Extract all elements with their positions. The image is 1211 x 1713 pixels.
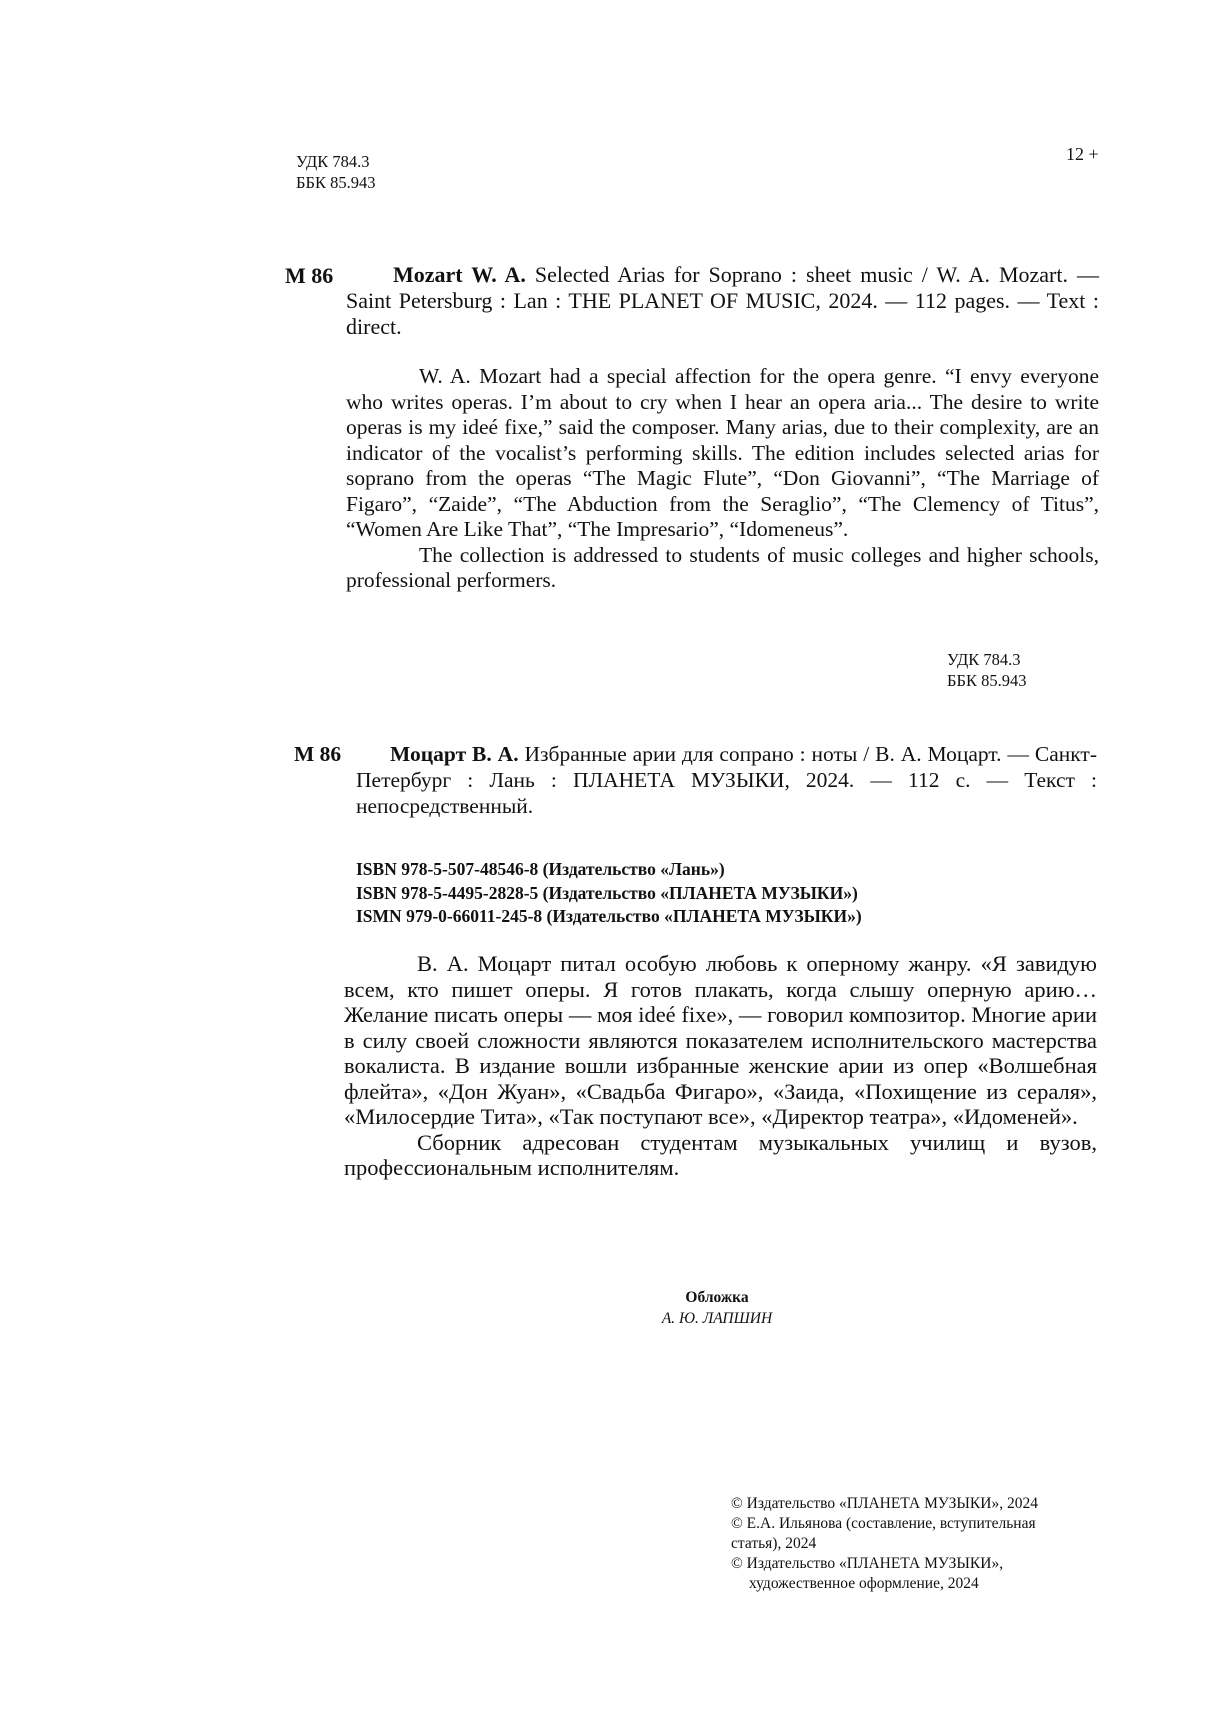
cover-credit-name: А. Ю. ЛАПШИН (661, 1310, 773, 1327)
author-name-en: Mozart W. A. (393, 262, 526, 287)
copyright-line: © Издательство «ПЛАНЕТА МУЗЫКИ», 2024 (731, 1495, 1038, 1512)
annotation-paragraph: The collection is addressed to students of music colleges and higher schools, professional performers. (346, 542, 1099, 592)
bibliographic-reference-ru (356, 741, 1097, 819)
bibliographic-reference-en (346, 262, 1099, 340)
classification-block-top (296, 151, 375, 193)
annotation-paragraph: В. А. Моцарт питал особую любовь к оперному жанру. «Я завидую всем, кто пишет оперы. Я готов плакать, когда слышу оперную арию… Желание писать оперы — моя ideé fixe», — говорил композитор. Многие арии в силу своей сложности являются показателем исполнительского мастерства вокалиста. В издание вошли избранные женские арии из опер «Волшебная флейта», «Дон Жуан», «Свадьба Фигаро», «Заида, «Похищение из сераля», «Милосердие Тита», «Так поступают все», «Директор театра», «Идоменей». (344, 951, 1097, 1129)
isbn-block (356, 858, 862, 929)
cover-credit (583, 1287, 851, 1329)
author-mark-en: M 86 (285, 263, 334, 288)
cover-credit-label: Обложка (685, 1289, 749, 1306)
isbn-line: ISBN 978-5-507-48546-8 (Издательство «Лань») (356, 859, 725, 879)
bbk-code: ББК 85.943 (947, 671, 1027, 690)
age-rating: 12 + (1066, 144, 1099, 164)
annotation-paragraph: Сборник адресован студентам музыкальных училищ и вузов, профессиональным исполнителям. (344, 1129, 1097, 1180)
classification-block-mid (947, 649, 1026, 691)
author-mark-ru: М 86 (294, 742, 342, 766)
bbk-code: ББК 85.943 (296, 173, 376, 192)
ismn-line: ISMN 979-0-66011-245-8 (Издательство «ПЛАНЕТА МУЗЫКИ») (356, 906, 862, 926)
annotation-paragraph: W. A. Mozart had a special affection for the opera genre. “I envy everyone who writes operas. I’m about to cry when I hear an opera aria... The desire to write operas is my ideé fixe,” said the composer. Many arias, due to their complexity, are an indicator of the vocalist’s performing skills. The edition includes selected arias for soprano from the operas “The Magic Flute”, “Don Giovanni”, “The Marriage of Figaro”, “Zaide”, “The Abduction from the Seraglio”, “The Clemency of Titus”, “Women Are Like That”, “The Impresario”, “Idomeneus”. (346, 364, 1099, 541)
reference-text-ru: Избранные арии для сопрано : ноты / В. А. Моцарт. — Санкт-Петербург : Лань : ПЛАНЕТА МУЗЫКИ, 2024. — 112 с. — Текст : непосредственный. (356, 742, 1097, 818)
author-name-ru: Моцарт В. А. (390, 742, 519, 766)
copyright-line: статья), 2024 (731, 1535, 817, 1552)
isbn-line: ISBN 978-5-4495-2828-5 (Издательство «ПЛАНЕТА МУЗЫКИ») (356, 882, 858, 903)
copyright-block (731, 1494, 1076, 1594)
udk-code: УДК 784.3 (947, 650, 1021, 669)
annotation-ru (344, 951, 1097, 1181)
udk-code: УДК 784.3 (296, 152, 370, 171)
copyright-line: © Е.А. Ильянова (составление, вступительная (731, 1515, 1036, 1532)
copyright-line: © Издательство «ПЛАНЕТА МУЗЫКИ», (731, 1555, 1004, 1572)
copyright-line: художественное оформление, 2024 (749, 1575, 979, 1592)
annotation-en (346, 364, 1099, 594)
reference-text-en: Selected Arias for Soprano : sheet music / W. A. Mozart. — Saint Petersburg : Lan : THE PLANET OF MUSIC, 2024. — 112 pages. — Text : direct. (346, 262, 1099, 339)
